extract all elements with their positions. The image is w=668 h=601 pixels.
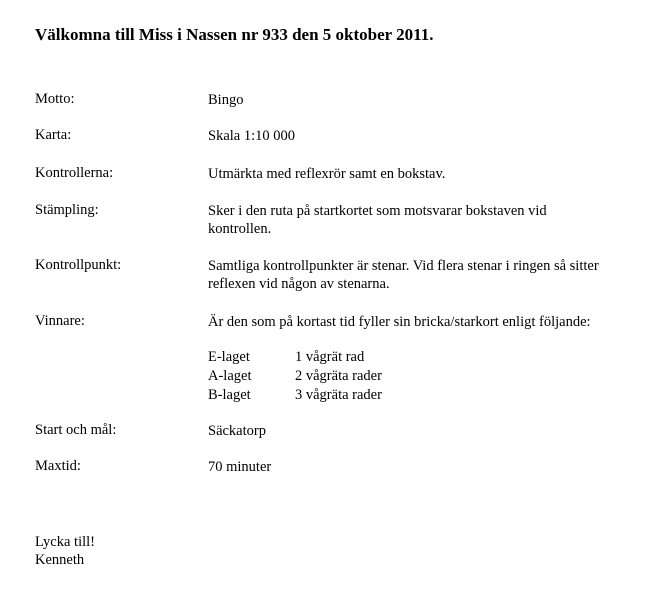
league-row — [208, 367, 508, 386]
row-value: Skala 1:10 000 — [208, 128, 295, 144]
row-label: Maxtid: — [35, 458, 81, 474]
closing-signature — [35, 533, 95, 569]
league-list — [208, 348, 508, 405]
league-desc: 2 vågräta rader — [295, 368, 382, 384]
row-label: Kontrollerna: — [35, 165, 114, 181]
closing-name: Kenneth — [35, 552, 85, 568]
document-title: Välkomna till Miss i Nassen nr 933 den 5 oktober 2011. — [35, 25, 434, 44]
row-value: Samtliga kontrollpunkter är stenar. Vid flera stenar i ringen så sitter reflexen vid någon av stenarna. — [208, 258, 599, 292]
league-name: A-laget — [208, 368, 252, 384]
row-label: Kontrollpunkt: — [35, 257, 122, 273]
league-desc: 1 vågrät rad — [295, 349, 365, 365]
league-name: E-laget — [208, 349, 250, 365]
row-label: Karta: — [35, 127, 72, 143]
row-value: Är den som på kortast tid fyller sin bricka/starkort enligt följande: — [208, 314, 591, 330]
row-label: Stämpling: — [35, 202, 99, 218]
closing-greeting: Lycka till! — [35, 534, 95, 550]
league-row — [208, 348, 508, 367]
league-name: B-laget — [208, 387, 251, 403]
row-value: Sker i den ruta på startkortet som motsvarar bokstaven vid kontrollen. — [208, 203, 547, 237]
row-value: 70 minuter — [208, 459, 272, 475]
row-label: Motto: — [35, 91, 75, 107]
row-value: Utmärkta med reflexrör samt en bokstav. — [208, 166, 446, 182]
row-label: Start och mål: — [35, 422, 117, 438]
league-row — [208, 386, 508, 405]
row-value: Säckatorp — [208, 423, 266, 439]
league-desc: 3 vågräta rader — [295, 387, 382, 403]
row-value: Bingo — [208, 92, 244, 108]
row-label: Vinnare: — [35, 313, 85, 329]
